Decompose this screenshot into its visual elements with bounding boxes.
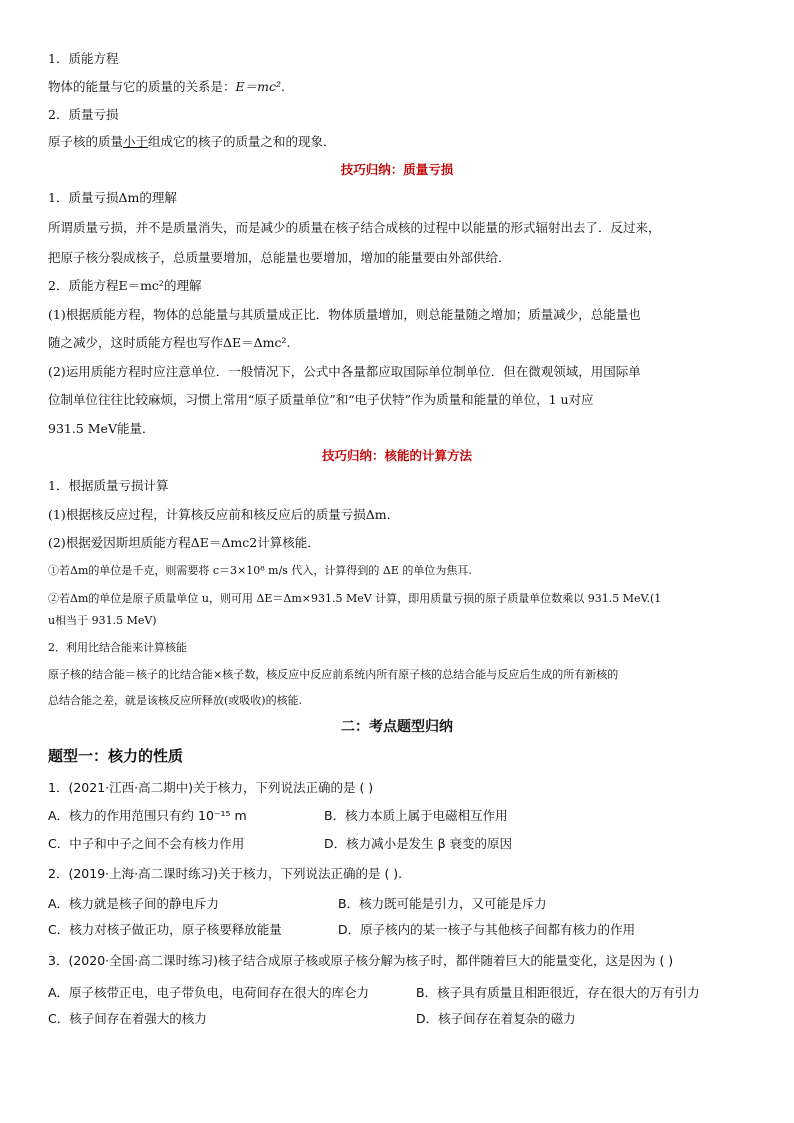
question-3-option-b: B．核子具有质量且相距很近，存在很大的万有引力 — [416, 985, 700, 1000]
question-type-title: 题型一：核力的性质 — [48, 747, 184, 765]
paragraph-mass-energy-relation — [48, 79, 285, 95]
paragraph-mass-defect — [48, 134, 336, 150]
heading-mass-energy-equation: 1．质能方程 — [48, 51, 119, 66]
tip1-heading-2: 2．质能方程E＝mc²的理解 — [48, 278, 202, 293]
tip1-paragraph-1a: 所谓质量亏损，并不是质量消失，而是减少的质量在核子结合成核的过程中以能量的形式辐射出去了．反过来， — [48, 220, 661, 235]
formula: E＝mc² — [235, 79, 282, 94]
question-2-stem: 2．(2019·上海·高二课时练习)关于核力，下列说法正确的是 ( ). — [48, 866, 403, 881]
heading-mass-defect: 2．质量亏损 — [48, 107, 119, 122]
section-title: 二：考点题型归纳 — [341, 719, 453, 735]
question-3-option-d: D．核子间存在着复杂的磁力 — [416, 1011, 576, 1026]
question-1-stem: 1．(2021·江西·高二期中)关于核力，下列说法正确的是 ( ) — [48, 780, 374, 795]
tip1-paragraph-3b: 位制单位往往比较麻烦，习惯上常用“原子质量单位”和“电子伏特”作为质量和能量的单位，1 u对应 — [48, 392, 594, 407]
tip2-paragraph-3: ①若Δm的单位是千克，则需要将 c＝3×10⁸ m/s 代入，计算得到的 ΔE 的单位为焦耳. — [48, 564, 472, 577]
tip2-paragraph-5b: 总结合能之差，就是该核反应所释放(或吸收)的核能. — [48, 694, 303, 707]
tip2-paragraph-4a: ②若Δm的单位是原子质量单位 u，则可用 ΔE＝Δm×931.5 MeV 计算，即用质量亏损的原子质量单位数乘以 931.5 MeV.(1 — [48, 592, 662, 605]
tip1-heading-1: 1．质量亏损Δm的理解 — [48, 190, 177, 205]
question-3-option-c: C．核子间存在着强大的核力 — [48, 1011, 207, 1026]
question-1-option-c: C．中子和中子之间不会有核力作用 — [48, 836, 245, 851]
tip-title-mass-defect: 技巧归纳：质量亏损 — [340, 162, 454, 177]
question-2-option-c: C．核力对核子做正功，原子核要释放能量 — [48, 922, 282, 937]
question-1-option-a: A．核力的作用范围只有约 10⁻¹⁵ m — [48, 808, 247, 823]
text: 原子核的质量 — [48, 134, 124, 149]
text: . — [281, 79, 285, 94]
tip2-heading-2: 2．利用比结合能来计算核能 — [48, 641, 187, 654]
tip2-paragraph-4b: u相当于 931.5 MeV) — [48, 614, 157, 627]
question-3-option-a: A．原子核带正电，电子带负电，电荷间存在很大的库仑力 — [48, 985, 370, 1000]
tip1-paragraph-1b: 把原子核分裂成核子，总质量要增加，总能量也要增加，增加的能量要由外部供给． — [48, 250, 511, 265]
question-2-option-b: B．核力既可能是引力，又可能是斥力 — [338, 896, 547, 911]
text: 物体的能量与它的质量的关系是： — [48, 79, 236, 94]
tip-title-nuclear-energy: 技巧归纳：核能的计算方法 — [321, 448, 472, 463]
tip1-paragraph-3a: (2)运用质能方程时应注意单位．一般情况下，公式中各量都应取国际单位制单位．但在微观领域，用国际单 — [48, 364, 641, 379]
tip2-paragraph-2: (2)根据爱因斯坦质能方程ΔE＝Δmc2计算核能． — [48, 535, 320, 550]
question-3-stem: 3．(2020·全国·高二课时练习)核子结合成原子核或原子核分解为核子时，都伴随着巨大的能量变化，这是因为 ( ) — [48, 953, 674, 968]
text: 组成它的核子的质量之和的现象． — [148, 134, 336, 149]
tip2-paragraph-5a: 原子核的结合能＝核子的比结合能×核子数，核反应中反应前系统内所有原子核的总结合能与反应后生成的所有新核的 — [48, 668, 619, 681]
question-1-option-d: D．核力减小是发生 β 衰变的原因 — [324, 836, 513, 851]
question-2-option-d: D．原子核内的某一核子与其他核子间都有核力的作用 — [338, 922, 636, 937]
tip2-paragraph-1: (1)根据核反应过程，计算核反应前和核反应后的质量亏损Δm. — [48, 507, 391, 522]
tip2-heading-1: 1．根据质量亏损计算 — [48, 478, 169, 493]
question-2-option-a: A．核力就是核子间的静电斥力 — [48, 896, 220, 911]
tip1-paragraph-2a: (1)根据质能方程，物体的总能量与其质量成正比．物体质量增加，则总能量随之增加；质量减少，总能量也 — [48, 307, 641, 322]
tip1-paragraph-3c: 931.5 MeV能量． — [48, 421, 155, 436]
question-1-option-b: B．核力本质上属于电磁相互作用 — [324, 808, 508, 823]
underlined-text: 小于 — [123, 134, 149, 149]
tip1-paragraph-2b: 随之减少，这时质能方程也写作ΔE＝Δmc². — [48, 335, 291, 350]
